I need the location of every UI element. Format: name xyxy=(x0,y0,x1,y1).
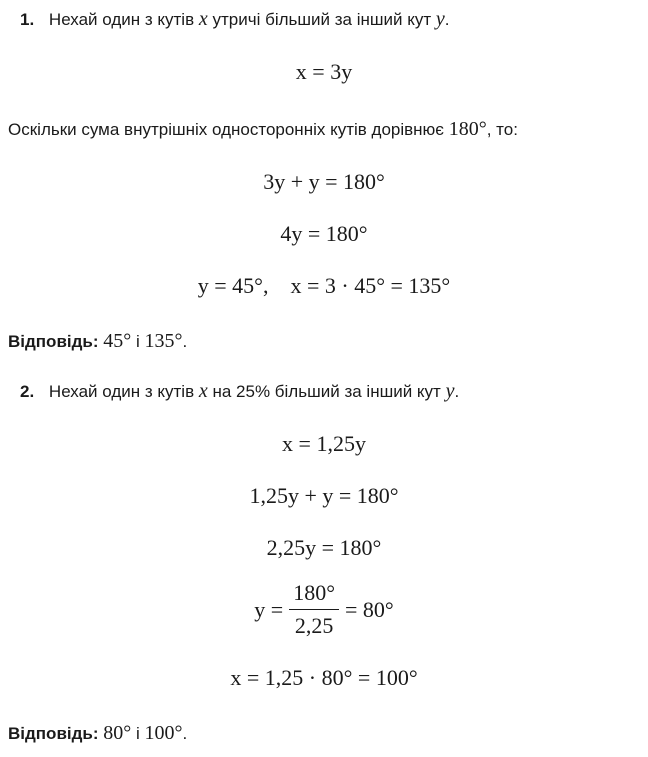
item-2-period: . xyxy=(454,382,460,401)
item-1-var-x: x xyxy=(198,8,208,30)
answer-2-conj: і xyxy=(136,724,140,743)
fraction-denominator: 2,25 xyxy=(294,613,334,638)
answer-2-value-2: 100° xyxy=(144,722,183,744)
item-2-text-after: на 25% більший за інший кут xyxy=(212,382,441,401)
equation-4: y = 45°, x = 3 · 45° = 135° xyxy=(197,273,451,298)
answer-1-label: Відповідь: xyxy=(8,332,99,351)
answer-2-value-1: 80° xyxy=(103,722,132,744)
answer-2-label: Відповідь: xyxy=(8,724,99,743)
fraction-numerator: 180° xyxy=(289,580,339,610)
equation-8-rhs: = 80° xyxy=(345,596,394,622)
equation-5: x = 1,25y xyxy=(282,431,366,456)
sum-sentence-text: Оскільки сума внутрішніх односторонніх кутів дорівнює xyxy=(8,120,444,139)
item-1-text-after: утричі більший за інший кут xyxy=(212,10,432,29)
sum-sentence xyxy=(8,118,518,141)
item-1-period: . xyxy=(444,10,450,29)
equation-2: 3y + y = 180° xyxy=(263,169,385,194)
item-2-var-x: x xyxy=(198,380,208,402)
answer-1-period: . xyxy=(182,332,188,351)
answer-1 xyxy=(8,330,187,353)
item-2-statement xyxy=(20,380,459,403)
sum-sentence-value: 180° xyxy=(448,118,487,140)
equation-9: x = 1,25 · 80° = 100° xyxy=(230,665,418,690)
answer-1-value-1: 45° xyxy=(103,330,132,352)
item-1-text-before: Нехай один з кутів xyxy=(48,10,195,29)
equation-6: 1,25y + y = 180° xyxy=(249,483,399,508)
equation-1: x = 3y xyxy=(295,59,353,84)
item-1-number: 1. xyxy=(20,10,35,29)
sum-sentence-tail: , то: xyxy=(486,120,518,139)
answer-2 xyxy=(8,722,187,745)
item-2-text-before: Нехай один з кутів xyxy=(48,382,195,401)
equation-3: 4y = 180° xyxy=(280,221,368,246)
answer-1-value-2: 135° xyxy=(144,330,183,352)
equation-7: 2,25y = 180° xyxy=(266,535,382,560)
item-1-statement xyxy=(20,8,450,31)
answer-2-period: . xyxy=(182,724,188,743)
fraction xyxy=(289,580,339,639)
answer-1-conj: і xyxy=(136,332,140,351)
item-2-number: 2. xyxy=(20,382,35,401)
equation-8-lhs: y = xyxy=(254,596,284,622)
item-1-var-y: y xyxy=(435,8,445,30)
equation-8 xyxy=(0,580,648,639)
item-2-var-y: y xyxy=(445,380,455,402)
